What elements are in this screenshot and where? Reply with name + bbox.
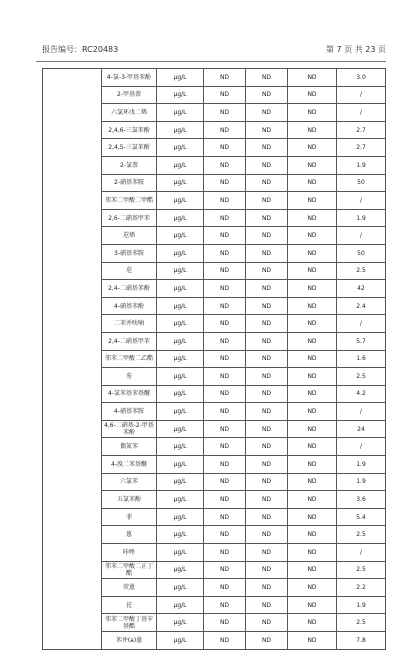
category-cell <box>43 368 102 386</box>
unit-cell: μg/L <box>157 368 204 386</box>
result-cell-1: ND <box>204 139 246 157</box>
result-cell-2: ND <box>246 508 288 526</box>
result-cell-2: ND <box>246 473 288 491</box>
analyte-name: 邻苯二甲酸丁基苄基酯 <box>102 614 157 632</box>
detection-limit-cell: / <box>337 403 386 421</box>
table-row <box>43 332 386 350</box>
result-cell-2: ND <box>246 139 288 157</box>
category-cell <box>43 280 102 298</box>
result-cell-3: ND <box>288 280 337 298</box>
table-row <box>43 192 386 210</box>
unit-cell: μg/L <box>157 632 204 650</box>
page-number: 第 7 页 共 23 页 <box>326 45 386 54</box>
result-cell-2: ND <box>246 385 288 403</box>
category-cell <box>43 350 102 368</box>
unit-cell: μg/L <box>157 614 204 632</box>
result-cell-2: ND <box>246 156 288 174</box>
unit-cell: μg/L <box>157 86 204 104</box>
result-cell-2: ND <box>246 403 288 421</box>
result-cell-2: ND <box>246 192 288 210</box>
unit-cell: μg/L <box>157 438 204 456</box>
table-row <box>43 297 386 315</box>
detection-limit-cell: 1.9 <box>337 456 386 474</box>
unit-cell: μg/L <box>157 209 204 227</box>
analyte-name: 苊烯 <box>102 227 157 245</box>
category-cell <box>43 332 102 350</box>
category-cell <box>43 192 102 210</box>
result-cell-1: ND <box>204 332 246 350</box>
detection-limit-cell: 5.4 <box>337 508 386 526</box>
table-row <box>43 262 386 280</box>
analyte-name: 偶氮苯 <box>102 438 157 456</box>
detection-limit-cell: / <box>337 104 386 122</box>
detection-limit-cell: 1.6 <box>337 350 386 368</box>
result-cell-1: ND <box>204 104 246 122</box>
result-cell-2: ND <box>246 632 288 650</box>
unit-cell: μg/L <box>157 192 204 210</box>
analyte-name: 2-甲基萘 <box>102 86 157 104</box>
detection-limit-cell: 2.5 <box>337 526 386 544</box>
result-cell-2: ND <box>246 456 288 474</box>
table-row <box>43 420 386 438</box>
table-row <box>43 86 386 104</box>
table-row <box>43 227 386 245</box>
category-cell <box>43 227 102 245</box>
analyte-name: 苊 <box>102 262 157 280</box>
result-cell-3: ND <box>288 104 337 122</box>
unit-cell: μg/L <box>157 332 204 350</box>
result-cell-1: ND <box>204 385 246 403</box>
result-cell-2: ND <box>246 579 288 597</box>
table-row <box>43 403 386 421</box>
result-cell-1: ND <box>204 244 246 262</box>
result-cell-1: ND <box>204 420 246 438</box>
category-cell <box>43 262 102 280</box>
analyte-name: 4-硝基苯胺 <box>102 403 157 421</box>
result-cell-1: ND <box>204 596 246 614</box>
table-row <box>43 121 386 139</box>
unit-cell: μg/L <box>157 561 204 579</box>
result-cell-2: ND <box>246 420 288 438</box>
category-cell <box>43 561 102 579</box>
result-cell-3: ND <box>288 121 337 139</box>
table-row <box>43 544 386 562</box>
result-cell-2: ND <box>246 280 288 298</box>
result-cell-2: ND <box>246 596 288 614</box>
analyte-name: 五氯苯酚 <box>102 491 157 509</box>
result-cell-3: ND <box>288 315 337 333</box>
analyte-name: 芘 <box>102 596 157 614</box>
analyte-name: 六氯环戊二烯 <box>102 104 157 122</box>
result-cell-1: ND <box>204 438 246 456</box>
result-cell-2: ND <box>246 86 288 104</box>
category-cell <box>43 544 102 562</box>
result-cell-1: ND <box>204 632 246 650</box>
unit-cell: μg/L <box>157 403 204 421</box>
result-cell-3: ND <box>288 491 337 509</box>
category-cell <box>43 614 102 632</box>
detection-limit-cell: 2.7 <box>337 139 386 157</box>
unit-cell: μg/L <box>157 297 204 315</box>
result-cell-1: ND <box>204 526 246 544</box>
result-cell-1: ND <box>204 491 246 509</box>
result-cell-1: ND <box>204 614 246 632</box>
unit-cell: μg/L <box>157 174 204 192</box>
result-cell-1: ND <box>204 579 246 597</box>
table-row <box>43 350 386 368</box>
result-cell-2: ND <box>246 297 288 315</box>
result-cell-1: ND <box>204 368 246 386</box>
analyte-name: 邻苯二甲酸二甲酯 <box>102 192 157 210</box>
page-header <box>42 44 386 58</box>
table-row <box>43 614 386 632</box>
analyte-name: 菲 <box>102 508 157 526</box>
detection-limit-cell: 1.9 <box>337 473 386 491</box>
report-number: 报告编号：RC20483 <box>42 45 119 54</box>
table-row <box>43 139 386 157</box>
result-cell-2: ND <box>246 526 288 544</box>
analyte-name: 芴 <box>102 368 157 386</box>
result-cell-2: ND <box>246 227 288 245</box>
category-cell <box>43 420 102 438</box>
analyte-name: 蒽 <box>102 526 157 544</box>
unit-cell: μg/L <box>157 315 204 333</box>
result-cell-1: ND <box>204 544 246 562</box>
detection-limit-cell: / <box>337 227 386 245</box>
result-cell-3: ND <box>288 350 337 368</box>
result-cell-1: ND <box>204 473 246 491</box>
detection-limit-cell: 1.9 <box>337 156 386 174</box>
result-cell-3: ND <box>288 403 337 421</box>
analyte-name: 邻苯二甲酸二正丁酯 <box>102 561 157 579</box>
result-cell-1: ND <box>204 350 246 368</box>
table-row <box>43 579 386 597</box>
detection-limit-cell: 3.0 <box>337 69 386 87</box>
result-cell-3: ND <box>288 368 337 386</box>
result-cell-3: ND <box>288 614 337 632</box>
table-row <box>43 368 386 386</box>
result-cell-3: ND <box>288 209 337 227</box>
analyte-name: 二苯并呋喃 <box>102 315 157 333</box>
result-cell-1: ND <box>204 561 246 579</box>
unit-cell: μg/L <box>157 280 204 298</box>
result-cell-3: ND <box>288 86 337 104</box>
result-cell-1: ND <box>204 156 246 174</box>
analyte-name: 2,6-二硝基甲苯 <box>102 209 157 227</box>
analyte-name: 2,4-二硝基甲苯 <box>102 332 157 350</box>
result-cell-2: ND <box>246 491 288 509</box>
result-cell-3: ND <box>288 456 337 474</box>
unit-cell: μg/L <box>157 596 204 614</box>
result-cell-1: ND <box>204 262 246 280</box>
detection-limit-cell: 2.7 <box>337 121 386 139</box>
detection-limit-cell: / <box>337 438 386 456</box>
result-cell-2: ND <box>246 209 288 227</box>
result-cell-2: ND <box>246 315 288 333</box>
detection-limit-cell: 50 <box>337 244 386 262</box>
unit-cell: μg/L <box>157 156 204 174</box>
detection-limit-cell: / <box>337 86 386 104</box>
result-cell-3: ND <box>288 192 337 210</box>
table-row <box>43 508 386 526</box>
table-row <box>43 491 386 509</box>
result-cell-2: ND <box>246 350 288 368</box>
category-cell <box>43 403 102 421</box>
category-cell <box>43 579 102 597</box>
result-cell-3: ND <box>288 526 337 544</box>
result-cell-2: ND <box>246 332 288 350</box>
analyte-name: 咔唑 <box>102 544 157 562</box>
category-cell <box>43 315 102 333</box>
result-cell-3: ND <box>288 244 337 262</box>
unit-cell: μg/L <box>157 227 204 245</box>
detection-limit-cell: 2.5 <box>337 368 386 386</box>
result-cell-3: ND <box>288 596 337 614</box>
unit-cell: μg/L <box>157 473 204 491</box>
result-cell-1: ND <box>204 121 246 139</box>
category-cell <box>43 526 102 544</box>
analyte-name: 4-硝基苯酚 <box>102 297 157 315</box>
unit-cell: μg/L <box>157 139 204 157</box>
table-row <box>43 280 386 298</box>
result-cell-2: ND <box>246 69 288 87</box>
result-cell-3: ND <box>288 561 337 579</box>
table-row <box>43 385 386 403</box>
detection-limit-cell: 2.2 <box>337 579 386 597</box>
analyte-name: 2-氯萘 <box>102 156 157 174</box>
result-cell-1: ND <box>204 315 246 333</box>
result-cell-1: ND <box>204 456 246 474</box>
header-divider <box>36 61 386 62</box>
result-cell-3: ND <box>288 438 337 456</box>
unit-cell: μg/L <box>157 262 204 280</box>
category-cell <box>43 139 102 157</box>
result-cell-3: ND <box>288 227 337 245</box>
result-cell-2: ND <box>246 614 288 632</box>
table-row <box>43 69 386 87</box>
table-row <box>43 209 386 227</box>
detection-limit-cell: 7.8 <box>337 632 386 650</box>
category-cell <box>43 121 102 139</box>
analyte-name: 荧蒽 <box>102 579 157 597</box>
analyte-name: 4-溴二苯基醚 <box>102 456 157 474</box>
result-cell-3: ND <box>288 473 337 491</box>
result-cell-2: ND <box>246 244 288 262</box>
detection-limit-cell: 1.9 <box>337 596 386 614</box>
result-cell-2: ND <box>246 438 288 456</box>
table-row <box>43 438 386 456</box>
result-cell-1: ND <box>204 227 246 245</box>
unit-cell: μg/L <box>157 69 204 87</box>
results-table <box>42 68 386 650</box>
category-cell <box>43 438 102 456</box>
analyte-name: 邻苯二甲酸二乙酯 <box>102 350 157 368</box>
unit-cell: μg/L <box>157 121 204 139</box>
result-cell-2: ND <box>246 104 288 122</box>
unit-cell: μg/L <box>157 526 204 544</box>
result-cell-3: ND <box>288 174 337 192</box>
category-cell <box>43 244 102 262</box>
detection-limit-cell: 2.5 <box>337 561 386 579</box>
analyte-name: 2,4,6-三氯苯酚 <box>102 121 157 139</box>
result-cell-2: ND <box>246 174 288 192</box>
table-row <box>43 244 386 262</box>
category-cell <box>43 297 102 315</box>
detection-limit-cell: / <box>337 315 386 333</box>
analyte-name: 4,6-二硝基-2-甲基苯酚 <box>102 420 157 438</box>
category-cell <box>43 473 102 491</box>
unit-cell: μg/L <box>157 456 204 474</box>
detection-limit-cell: 4.2 <box>337 385 386 403</box>
result-cell-2: ND <box>246 544 288 562</box>
detection-limit-cell: 2.5 <box>337 262 386 280</box>
table-row <box>43 596 386 614</box>
detection-limit-cell: / <box>337 544 386 562</box>
result-cell-3: ND <box>288 579 337 597</box>
table-row <box>43 632 386 650</box>
detection-limit-cell: 1.9 <box>337 209 386 227</box>
result-cell-3: ND <box>288 297 337 315</box>
unit-cell: μg/L <box>157 491 204 509</box>
result-cell-3: ND <box>288 632 337 650</box>
result-cell-1: ND <box>204 86 246 104</box>
detection-limit-cell: 2.4 <box>337 297 386 315</box>
analyte-name: 六氯苯 <box>102 473 157 491</box>
analyte-name: 2-硝基苯胺 <box>102 174 157 192</box>
detection-limit-cell: / <box>337 192 386 210</box>
detection-limit-cell: 5.7 <box>337 332 386 350</box>
detection-limit-cell: 2.5 <box>337 614 386 632</box>
detection-limit-cell: 24 <box>337 420 386 438</box>
analyte-name: 2,4,5-三氯苯酚 <box>102 139 157 157</box>
result-cell-1: ND <box>204 69 246 87</box>
table-row <box>43 456 386 474</box>
result-cell-3: ND <box>288 544 337 562</box>
table-row <box>43 526 386 544</box>
table-row <box>43 561 386 579</box>
detection-limit-cell: 3.6 <box>337 491 386 509</box>
unit-cell: μg/L <box>157 579 204 597</box>
result-cell-2: ND <box>246 121 288 139</box>
result-cell-1: ND <box>204 403 246 421</box>
result-cell-3: ND <box>288 508 337 526</box>
category-cell <box>43 385 102 403</box>
results-table-body <box>43 69 386 650</box>
result-cell-1: ND <box>204 508 246 526</box>
detection-limit-cell: 50 <box>337 174 386 192</box>
result-cell-3: ND <box>288 262 337 280</box>
result-cell-3: ND <box>288 69 337 87</box>
result-cell-3: ND <box>288 385 337 403</box>
analyte-name: 4-氯-3-甲基苯酚 <box>102 69 157 87</box>
table-row <box>43 104 386 122</box>
table-row <box>43 315 386 333</box>
unit-cell: μg/L <box>157 544 204 562</box>
result-cell-3: ND <box>288 332 337 350</box>
table-row <box>43 473 386 491</box>
unit-cell: μg/L <box>157 508 204 526</box>
unit-cell: μg/L <box>157 244 204 262</box>
result-cell-1: ND <box>204 192 246 210</box>
result-cell-3: ND <box>288 156 337 174</box>
result-cell-1: ND <box>204 174 246 192</box>
result-cell-1: ND <box>204 209 246 227</box>
result-cell-2: ND <box>246 262 288 280</box>
table-row <box>43 174 386 192</box>
category-cell <box>43 86 102 104</box>
result-cell-1: ND <box>204 280 246 298</box>
analyte-name: 2,4-二硝基苯酚 <box>102 280 157 298</box>
category-cell <box>43 508 102 526</box>
unit-cell: μg/L <box>157 385 204 403</box>
unit-cell: μg/L <box>157 104 204 122</box>
unit-cell: μg/L <box>157 350 204 368</box>
result-cell-3: ND <box>288 139 337 157</box>
category-cell <box>43 456 102 474</box>
result-cell-3: ND <box>288 420 337 438</box>
category-cell <box>43 596 102 614</box>
category-cell <box>43 491 102 509</box>
result-cell-1: ND <box>204 297 246 315</box>
category-cell <box>43 632 102 650</box>
category-cell <box>43 69 102 87</box>
analyte-name: 苯并(a)蒽 <box>102 632 157 650</box>
category-cell <box>43 104 102 122</box>
unit-cell: μg/L <box>157 420 204 438</box>
category-cell <box>43 209 102 227</box>
category-cell <box>43 156 102 174</box>
detection-limit-cell: 42 <box>337 280 386 298</box>
category-cell <box>43 174 102 192</box>
analyte-name: 3-硝基苯胺 <box>102 244 157 262</box>
result-cell-2: ND <box>246 368 288 386</box>
analyte-name: 4-氯苯基苯基醚 <box>102 385 157 403</box>
table-row <box>43 156 386 174</box>
result-cell-2: ND <box>246 561 288 579</box>
